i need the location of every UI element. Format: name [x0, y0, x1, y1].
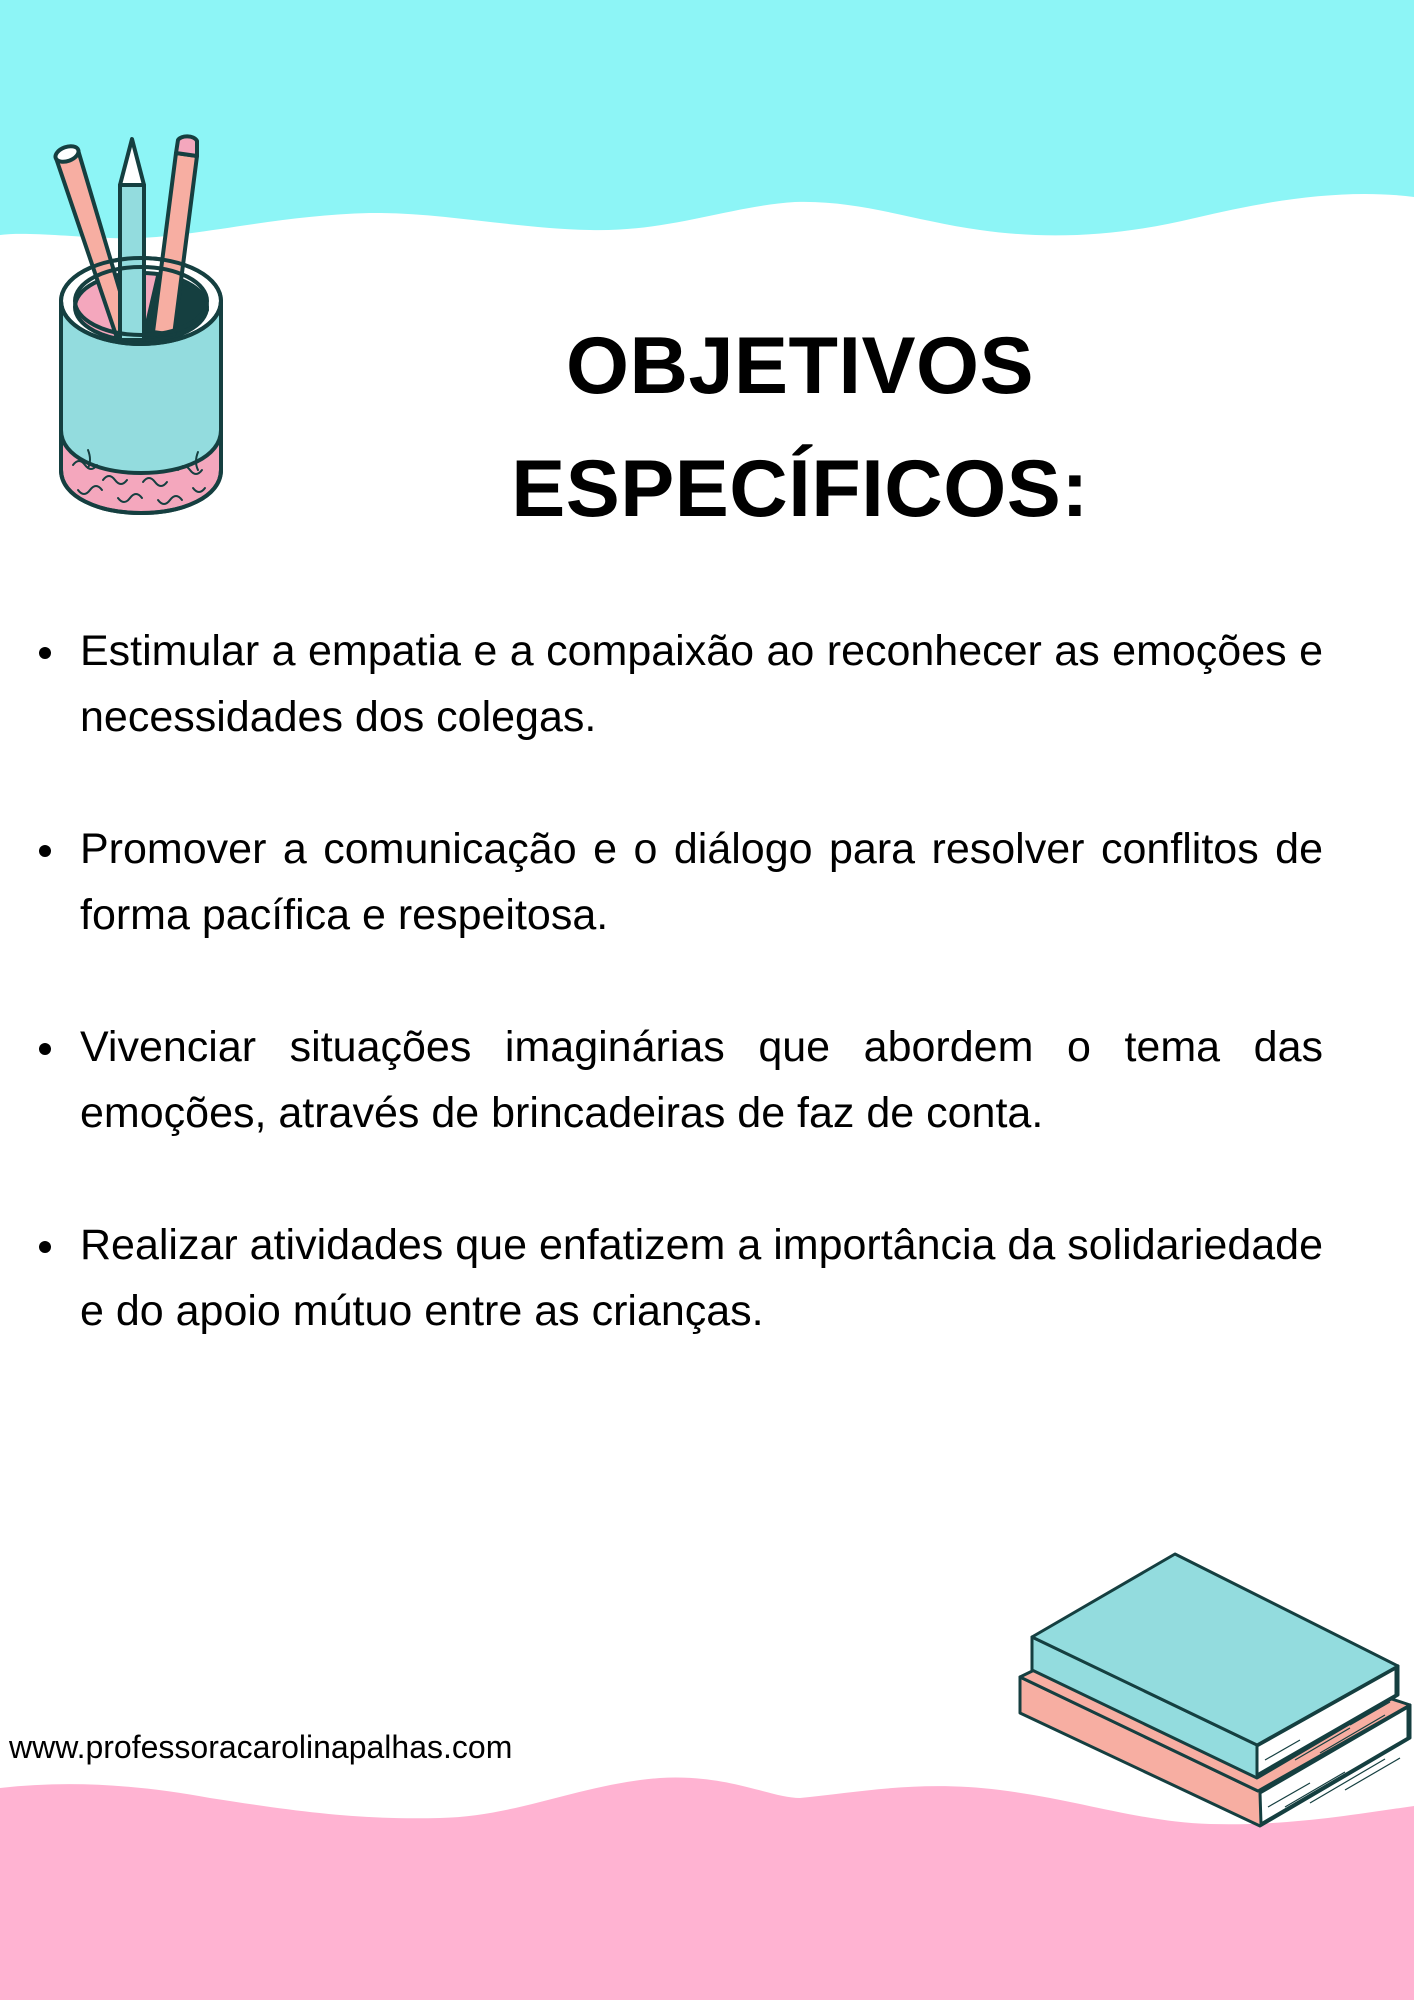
objectives-list: [30, 618, 1323, 1410]
title-line-2: ESPECÍFICOS:: [511, 444, 1089, 534]
objective-item: Promover a comunicação e o diálogo para resolver conflitos de forma pacífica e respeitosa.: [30, 816, 1323, 948]
objective-item: Realizar atividades que enfatizem a importância da solidariedade e do apoio mútuo entre as crianças.: [30, 1212, 1323, 1344]
title-line-1: OBJETIVOS: [565, 321, 1035, 411]
page-title: [430, 305, 1170, 551]
objective-item: Estimular a empatia e a compaixão ao reconhecer as emoções e necessidades dos colegas.: [30, 618, 1323, 750]
website-url: www.professoracarolinapalhas.com: [9, 1729, 513, 1765]
objective-item: Vivenciar situações imaginárias que abordem o tema das emoções, através de brincadeiras de faz de conta.: [30, 1014, 1323, 1146]
book-stack-icon: [1010, 1545, 1414, 1875]
pencil-cup-icon: [48, 130, 238, 540]
